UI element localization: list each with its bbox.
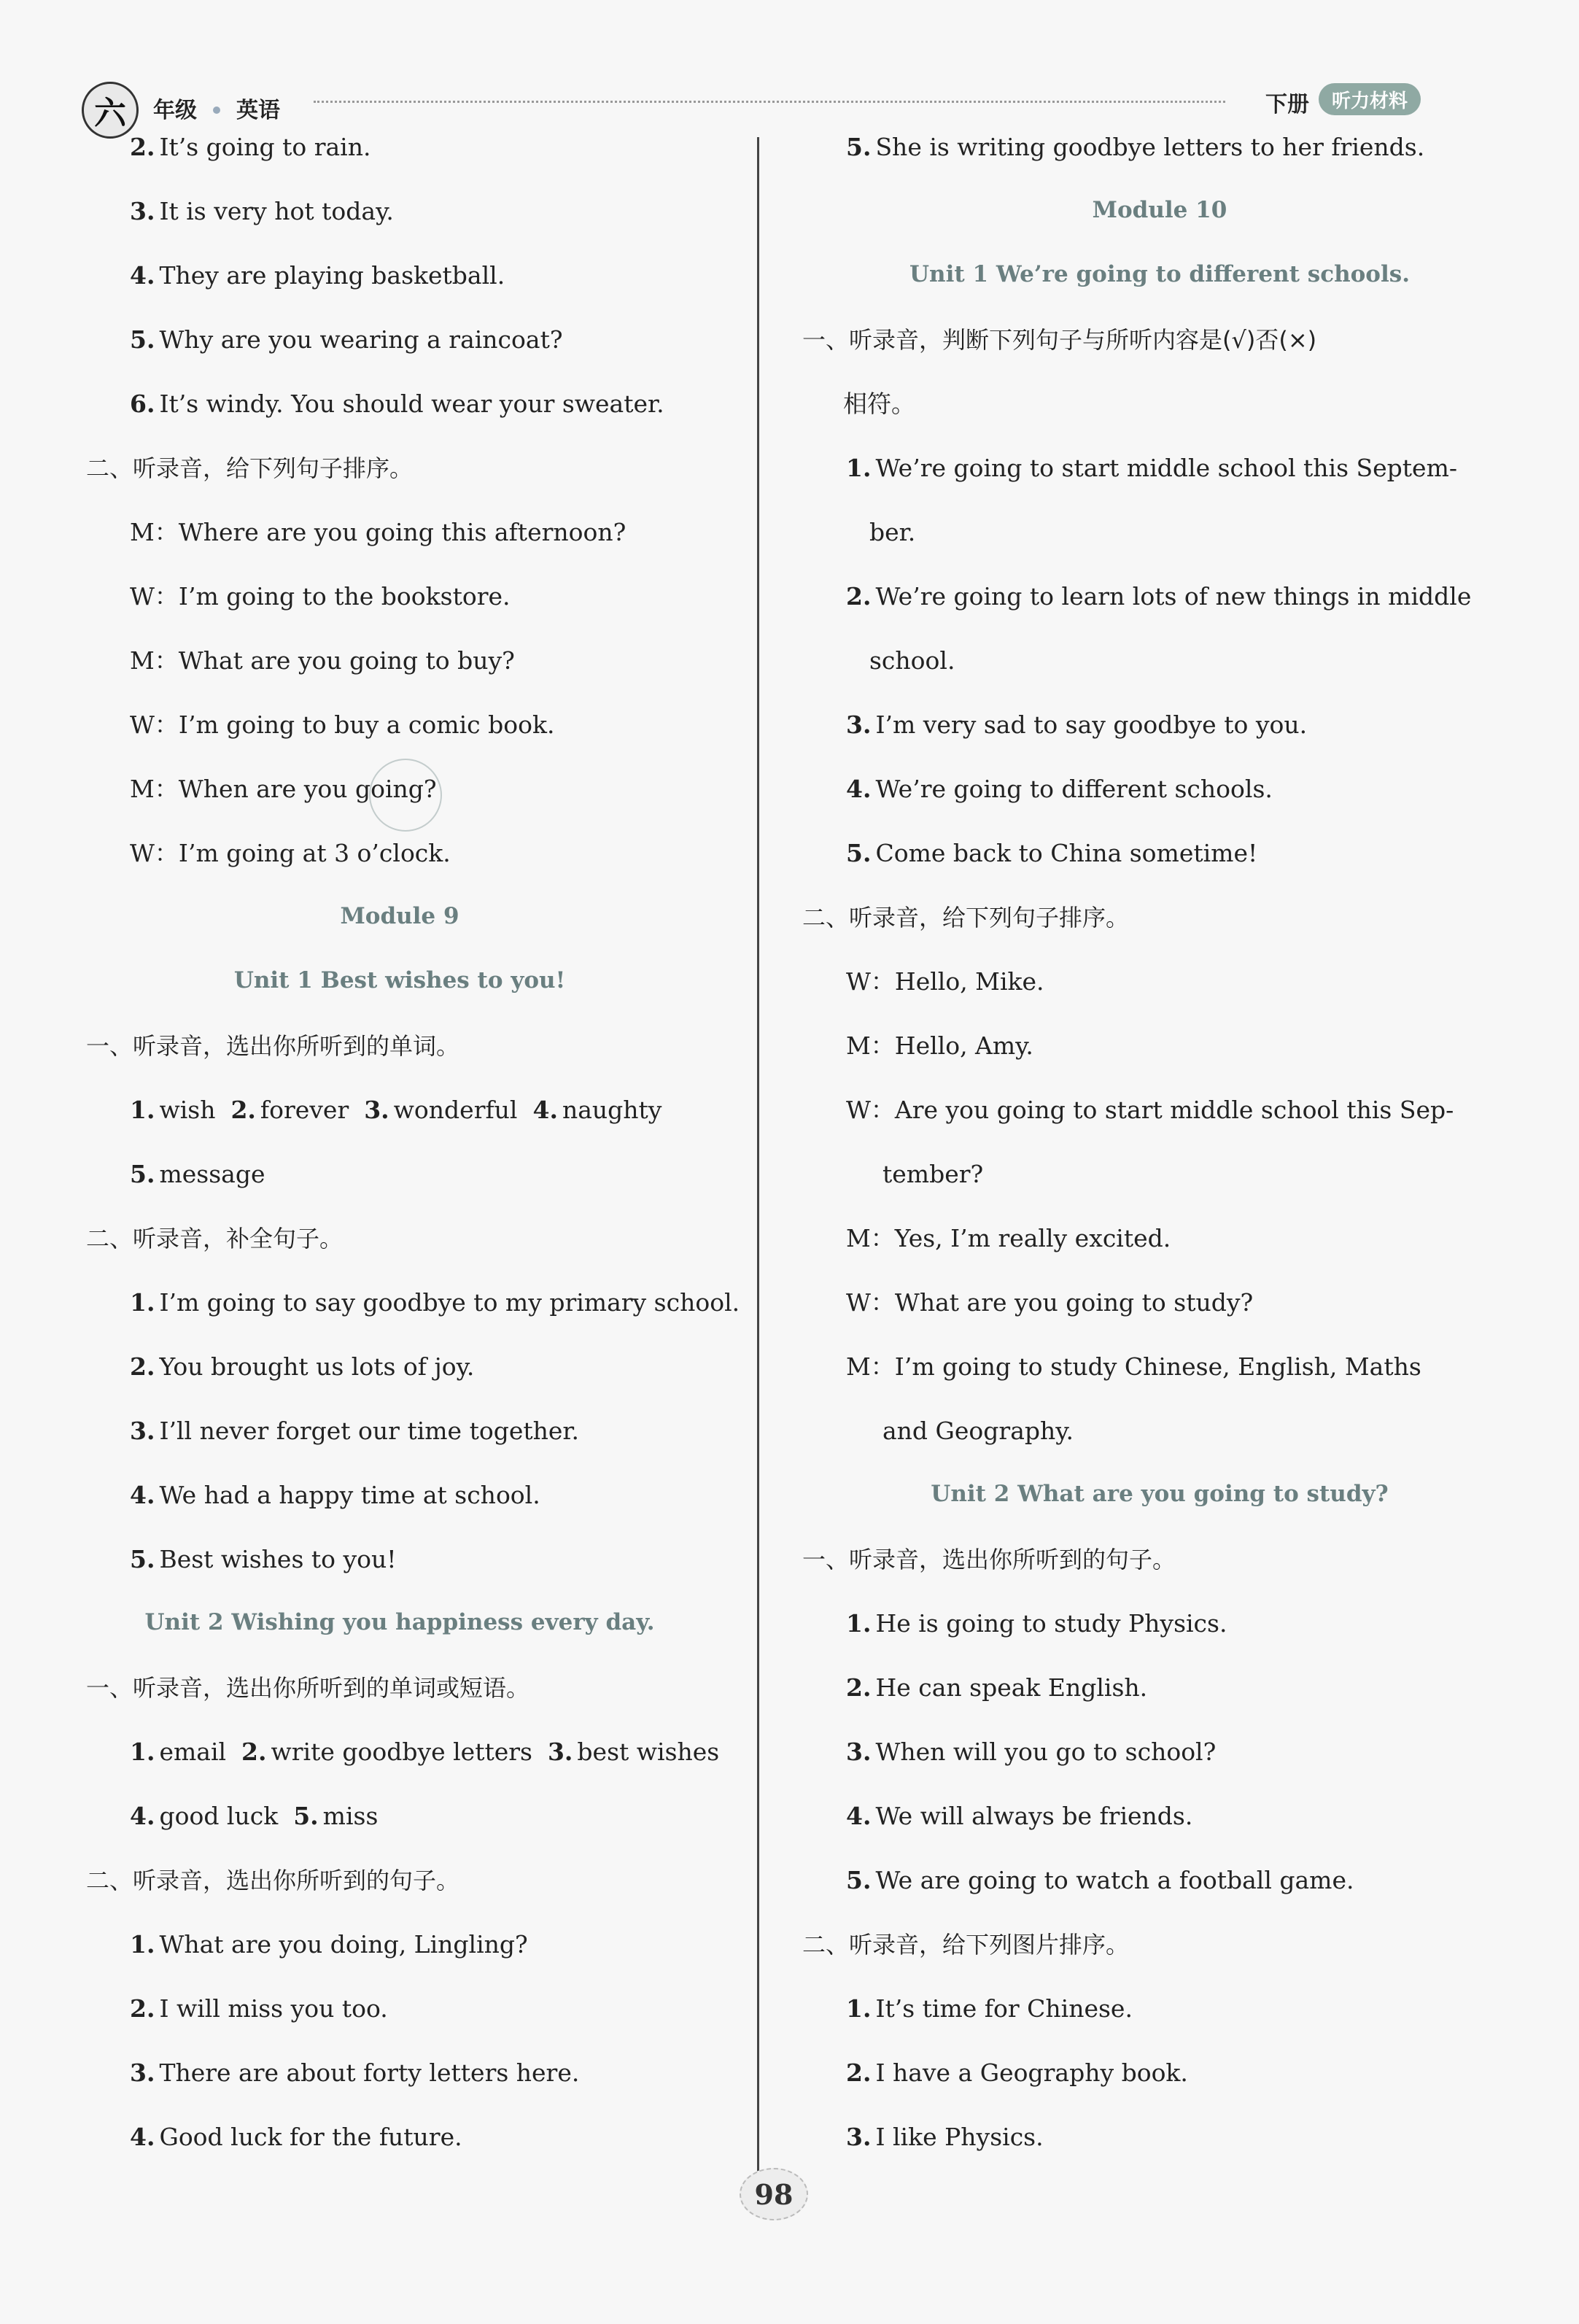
section-heading: 二、听录音，给下列句子排序。 bbox=[86, 454, 414, 482]
list-item: 1. We’re going to start middle school this Septem- bbox=[846, 454, 1458, 482]
grade-badge: 六 bbox=[82, 82, 139, 139]
section-tag: 听力材料 bbox=[1319, 83, 1421, 115]
header-left bbox=[153, 92, 280, 124]
list-item: 4. We will always be friends. bbox=[846, 1802, 1193, 1830]
list-item: 5. We are going to watch a football game. bbox=[846, 1866, 1354, 1894]
module-title: Module 9 bbox=[340, 903, 459, 929]
unit-title: Unit 2 What are you going to study? bbox=[931, 1481, 1389, 1507]
list-item: 3. When will you go to school? bbox=[846, 1738, 1217, 1766]
subject-label: 英语 bbox=[236, 98, 280, 123]
dot-icon bbox=[213, 106, 220, 114]
list-item: 1. What are you doing, Lingling? bbox=[130, 1930, 528, 1959]
dialogue-line: W：Hello, Mike. bbox=[846, 967, 1044, 996]
list-item: 4. They are playing basketball. bbox=[130, 261, 505, 290]
list-item: 1. I’m going to say goodbye to my primary school. bbox=[130, 1288, 740, 1317]
dialogue-line: W：I’m going at 3 o’clock. bbox=[130, 839, 451, 867]
word-list: 5. message bbox=[130, 1160, 265, 1188]
section-heading-cont: 相符。 bbox=[843, 390, 915, 418]
list-item: 2. We’re going to learn lots of new things in middle bbox=[846, 582, 1472, 611]
dialogue-line: M：Where are you going this afternoon? bbox=[130, 518, 626, 546]
section-heading: 二、听录音，选出你所听到的句子。 bbox=[86, 1867, 460, 1894]
grade-label: 年级 bbox=[153, 98, 197, 123]
unit-title: Unit 1 Best wishes to you! bbox=[233, 967, 566, 993]
list-item: 5. Why are you wearing a raincoat? bbox=[130, 325, 563, 354]
word-list: 1. wish 2. forever 3. wonderful 4. naughty bbox=[130, 1096, 662, 1124]
dialogue-line: M：What are you going to buy? bbox=[130, 646, 515, 675]
list-item: 3. I’ll never forget our time together. bbox=[130, 1417, 580, 1445]
dialogue-line-cont: and Geography. bbox=[882, 1417, 1074, 1445]
section-heading: 一、听录音，判断下列句子与所听内容是(√)否(×) bbox=[802, 326, 1317, 354]
list-item: 3. There are about forty letters here. bbox=[130, 2058, 580, 2087]
list-item-cont: school. bbox=[869, 646, 955, 675]
page-number: 98 bbox=[740, 2168, 808, 2220]
section-heading: 二、听录音，补全句子。 bbox=[86, 1225, 344, 1252]
list-item-cont: ber. bbox=[869, 518, 916, 546]
stamp-watermark bbox=[369, 759, 442, 832]
list-item: 5. She is writing goodbye letters to her friends. bbox=[846, 133, 1425, 161]
list-item: 5. Come back to China sometime! bbox=[846, 839, 1258, 867]
list-item: 3. I’m very sad to say goodbye to you. bbox=[846, 710, 1308, 739]
page-header bbox=[0, 0, 1579, 131]
word-list: 4. good luck 5. miss bbox=[130, 1802, 379, 1830]
dialogue-line: W：I’m going to buy a comic book. bbox=[130, 710, 555, 739]
module-title: Module 10 bbox=[1092, 197, 1227, 223]
dialogue-line: W：Are you going to start middle school this Sep- bbox=[846, 1096, 1454, 1124]
section-heading: 一、听录音，选出你所听到的单词。 bbox=[86, 1032, 460, 1060]
dialogue-line: M：When are you going? bbox=[130, 775, 437, 803]
dialogue-line-cont: tember? bbox=[882, 1160, 984, 1188]
header-divider bbox=[314, 101, 1225, 103]
dialogue-line: M：I’m going to study Chinese, English, Maths bbox=[846, 1352, 1421, 1381]
section-heading: 一、听录音，选出你所听到的单词或短语。 bbox=[86, 1674, 530, 1702]
list-item: 1. He is going to study Physics. bbox=[846, 1609, 1227, 1638]
list-item: 1. It’s time for Chinese. bbox=[846, 1994, 1133, 2023]
column-divider bbox=[757, 137, 759, 2172]
list-item: 4. Good luck for the future. bbox=[130, 2123, 462, 2151]
list-item: 4. We had a happy time at school. bbox=[130, 1481, 540, 1509]
dialogue-line: M：Yes, I’m really excited. bbox=[846, 1224, 1171, 1252]
volume-label: 下册 bbox=[1265, 92, 1309, 117]
list-item: 3. It is very hot today. bbox=[130, 197, 394, 225]
dialogue-line: W：I’m going to the bookstore. bbox=[130, 582, 511, 611]
unit-title: Unit 2 Wishing you happiness every day. bbox=[144, 1609, 655, 1635]
list-item: 2. I have a Geography book. bbox=[846, 2058, 1188, 2087]
section-heading: 二、听录音，给下列图片排序。 bbox=[802, 1931, 1130, 1959]
list-item: 2. You brought us lots of joy. bbox=[130, 1352, 475, 1381]
unit-title: Unit 1 We’re going to different schools. bbox=[909, 261, 1410, 287]
dialogue-line: W：What are you going to study? bbox=[846, 1288, 1254, 1317]
list-item: 2. I will miss you too. bbox=[130, 1994, 388, 2023]
list-item: 5. Best wishes to you! bbox=[130, 1545, 397, 1573]
word-list: 1. email 2. write goodbye letters 3. best wishes bbox=[130, 1738, 720, 1766]
list-item: 3. I like Physics. bbox=[846, 2123, 1044, 2151]
list-item: 6. It’s windy. You should wear your sweater. bbox=[130, 390, 664, 418]
list-item: 2. He can speak English. bbox=[846, 1673, 1148, 1702]
section-heading: 一、听录音，选出你所听到的句子。 bbox=[802, 1546, 1176, 1573]
list-item: 2. It’s going to rain. bbox=[130, 133, 371, 161]
list-item: 4. We’re going to different schools. bbox=[846, 775, 1273, 803]
section-heading: 二、听录音，给下列句子排序。 bbox=[802, 904, 1130, 931]
dialogue-line: M：Hello, Amy. bbox=[846, 1031, 1033, 1060]
